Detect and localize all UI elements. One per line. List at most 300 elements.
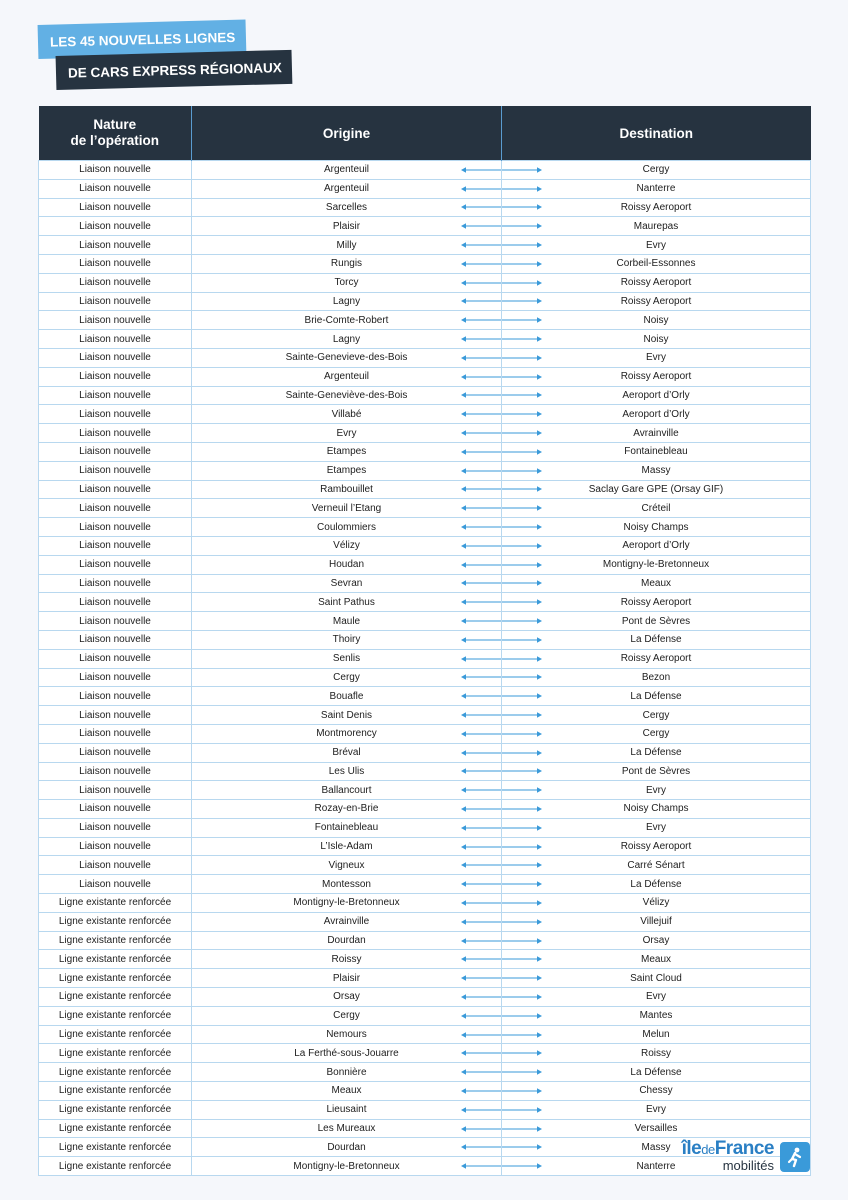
cell-origin [192, 837, 502, 856]
cell-destination-text: Créteil [641, 502, 671, 514]
cell-nature: Liaison nouvelle [39, 348, 192, 367]
table-row [39, 179, 811, 198]
cell-destination [502, 593, 811, 612]
table-row [39, 236, 811, 255]
cell-nature: Ligne existante renforcée [39, 894, 192, 913]
cell-nature: Liaison nouvelle [39, 461, 192, 480]
cell-destination [502, 668, 811, 687]
cell-destination-text: La Défense [630, 634, 682, 646]
cell-destination-text: Versailles [634, 1123, 678, 1135]
cell-nature: Ligne existante renforcée [39, 1100, 192, 1119]
cell-origin-text: Rambouillet [320, 483, 373, 495]
double-headed-arrow-icon [502, 805, 542, 813]
double-headed-arrow-icon [502, 1125, 542, 1133]
double-headed-arrow-icon [502, 1143, 542, 1151]
cell-destination [502, 950, 811, 969]
cell-nature: Ligne existante renforcée [39, 969, 192, 988]
cell-destination-text: La Défense [630, 1066, 682, 1078]
cell-origin [192, 894, 502, 913]
table-row [39, 1082, 811, 1101]
table-row [39, 555, 811, 574]
cell-destination [502, 1063, 811, 1082]
cell-destination [502, 781, 811, 800]
double-headed-arrow-icon [461, 410, 501, 418]
cell-nature: Ligne existante renforcée [39, 1138, 192, 1157]
double-headed-arrow-icon [502, 297, 542, 305]
double-headed-arrow-icon [461, 598, 501, 606]
cell-origin-text: Montigny-le-Bretonneux [293, 1160, 400, 1172]
cell-origin-text: Argenteuil [323, 164, 370, 176]
cell-origin [192, 875, 502, 894]
logo-sub: mobilités [722, 1158, 774, 1173]
double-headed-arrow-icon [502, 373, 542, 381]
cell-origin-text: Cergy [333, 1010, 360, 1022]
table-body [39, 161, 811, 1176]
cell-origin [192, 931, 502, 950]
cell-destination-text: Saclay Gare GPE (Orsay GIF) [588, 483, 724, 495]
cell-origin-text: Etampes [326, 465, 367, 477]
cell-destination [502, 292, 811, 311]
table-row [39, 1100, 811, 1119]
cell-destination-text: Meaux [640, 953, 671, 965]
cell-nature: Liaison nouvelle [39, 800, 192, 819]
cell-origin [192, 724, 502, 743]
cell-nature: Liaison nouvelle [39, 442, 192, 461]
cell-origin-text: Montesson [322, 878, 371, 890]
cell-nature: Liaison nouvelle [39, 405, 192, 424]
cell-origin-text: Bouafle [329, 690, 364, 702]
double-headed-arrow-icon [461, 1012, 501, 1020]
cell-destination [502, 424, 811, 443]
double-headed-arrow-icon [461, 692, 501, 700]
table-row [39, 273, 811, 292]
cell-nature: Ligne existante renforcée [39, 912, 192, 931]
table-row [39, 988, 811, 1007]
double-headed-arrow-icon [461, 542, 501, 550]
double-headed-arrow-icon [461, 636, 501, 644]
cell-origin-text: Saint Denis [320, 709, 373, 721]
cell-origin-text: Orsay [333, 991, 360, 1003]
cell-nature: Liaison nouvelle [39, 630, 192, 649]
cell-origin-text: Etampes [326, 446, 367, 458]
cell-destination [502, 762, 811, 781]
cell-nature: Liaison nouvelle [39, 593, 192, 612]
table-row [39, 536, 811, 555]
cell-nature: Liaison nouvelle [39, 386, 192, 405]
cell-destination [502, 236, 811, 255]
table-row [39, 781, 811, 800]
cell-nature: Liaison nouvelle [39, 273, 192, 292]
table-row [39, 630, 811, 649]
cell-destination [502, 630, 811, 649]
cell-destination [502, 574, 811, 593]
cell-destination-text: Roissy Aeroport [620, 653, 692, 665]
double-headed-arrow-icon [502, 861, 542, 869]
cell-origin [192, 461, 502, 480]
cell-origin-text: Vélizy [333, 540, 360, 552]
cell-nature: Liaison nouvelle [39, 706, 192, 725]
table-row [39, 894, 811, 913]
cell-destination-text: Roissy Aeroport [620, 841, 692, 853]
cell-destination [502, 161, 811, 180]
double-headed-arrow-icon [502, 523, 542, 531]
cell-origin [192, 1100, 502, 1119]
title-line-2-text: DE CARS EXPRESS RÉGIONAUX [67, 59, 282, 81]
cell-destination [502, 348, 811, 367]
cell-destination-text: Montigny-le-Bretonneux [602, 559, 710, 571]
table-row [39, 424, 811, 443]
double-headed-arrow-icon [502, 279, 542, 287]
cell-origin-text: Lagny [332, 333, 361, 345]
table-header-row [39, 106, 811, 161]
double-headed-arrow-icon [502, 824, 542, 832]
cell-destination-text: Noisy [643, 333, 669, 345]
cell-nature: Liaison nouvelle [39, 179, 192, 198]
cell-destination-text: Saint Cloud [630, 972, 682, 984]
cell-origin [192, 818, 502, 837]
double-headed-arrow-icon [461, 617, 501, 625]
double-headed-arrow-icon [502, 937, 542, 945]
cell-origin-text: Avrainville [323, 916, 370, 928]
cell-destination-text: Vélizy [642, 897, 670, 909]
table-row [39, 386, 811, 405]
cell-origin-text: Rungis [330, 258, 363, 270]
cell-origin-text: Nemours [326, 1029, 367, 1041]
table-row [39, 292, 811, 311]
cell-origin-text: Coulommiers [317, 521, 376, 533]
cell-nature: Liaison nouvelle [39, 367, 192, 386]
cell-origin-text: Lagny [332, 295, 361, 307]
double-headed-arrow-icon [502, 598, 542, 606]
double-headed-arrow-icon [502, 711, 542, 719]
double-headed-arrow-icon [461, 241, 501, 249]
double-headed-arrow-icon [502, 918, 542, 926]
double-headed-arrow-icon [461, 373, 501, 381]
double-headed-arrow-icon [502, 166, 542, 174]
double-headed-arrow-icon [461, 391, 501, 399]
cell-destination [502, 894, 811, 913]
cell-destination-text: Evry [646, 784, 666, 796]
table-row [39, 668, 811, 687]
cell-destination [502, 743, 811, 762]
cell-destination [502, 649, 811, 668]
cell-nature: Liaison nouvelle [39, 668, 192, 687]
cell-destination-text: Noisy [643, 314, 669, 326]
double-headed-arrow-icon [502, 185, 542, 193]
cell-destination-text: Roissy Aeroport [620, 596, 692, 608]
title-line-2 [56, 50, 293, 90]
cell-origin-text: Thoiry [332, 634, 361, 646]
table-row [39, 330, 811, 349]
ile-de-france-mobilites-logo [682, 1140, 810, 1173]
cell-destination [502, 179, 811, 198]
cell-nature: Liaison nouvelle [39, 574, 192, 593]
double-headed-arrow-icon [461, 974, 501, 982]
cell-origin-text: Bréval [332, 747, 361, 759]
cell-nature: Liaison nouvelle [39, 687, 192, 706]
cell-origin-text: Lieusaint [326, 1104, 367, 1116]
cell-nature: Ligne existante renforcée [39, 1025, 192, 1044]
cell-nature: Ligne existante renforcée [39, 1082, 192, 1101]
cell-nature: Ligne existante renforcée [39, 1063, 192, 1082]
cell-destination [502, 536, 811, 555]
cell-destination-text: Aeroport d’Orly [622, 540, 690, 552]
cell-destination [502, 612, 811, 631]
cell-origin [192, 856, 502, 875]
table-row [39, 687, 811, 706]
double-headed-arrow-icon [502, 203, 542, 211]
double-headed-arrow-icon [461, 899, 501, 907]
table-row [39, 1025, 811, 1044]
cell-destination-text: Villejuif [640, 916, 672, 928]
double-headed-arrow-icon [461, 354, 501, 362]
double-headed-arrow-icon [461, 1143, 501, 1151]
double-headed-arrow-icon [502, 655, 542, 663]
double-headed-arrow-icon [461, 203, 501, 211]
cell-destination-text: Roissy Aeroport [620, 277, 692, 289]
double-headed-arrow-icon [502, 767, 542, 775]
cell-destination [502, 1044, 811, 1063]
double-headed-arrow-icon [461, 937, 501, 945]
cell-origin [192, 386, 502, 405]
table-row [39, 706, 811, 725]
double-headed-arrow-icon [461, 655, 501, 663]
table-row [39, 1044, 811, 1063]
cell-origin-text: Houdan [328, 559, 365, 571]
cell-origin [192, 668, 502, 687]
cell-nature: Liaison nouvelle [39, 424, 192, 443]
table-row [39, 875, 811, 894]
cell-nature: Liaison nouvelle [39, 781, 192, 800]
double-headed-arrow-icon [461, 880, 501, 888]
cell-origin [192, 499, 502, 518]
table-row [39, 649, 811, 668]
double-headed-arrow-icon [502, 391, 542, 399]
table-row [39, 1119, 811, 1138]
cell-origin-text: Senlis [332, 653, 361, 665]
cell-destination [502, 1082, 811, 1101]
double-headed-arrow-icon [502, 1068, 542, 1076]
cell-destination-text: Avrainville [633, 427, 679, 439]
routes-table [38, 106, 811, 1176]
cell-nature: Liaison nouvelle [39, 743, 192, 762]
double-headed-arrow-icon [502, 542, 542, 550]
double-headed-arrow-icon [461, 279, 501, 287]
double-headed-arrow-icon [502, 335, 542, 343]
cell-destination-text: Melun [642, 1029, 670, 1041]
cell-origin-text: Montigny-le-Bretonneux [293, 897, 400, 909]
cell-destination-text: Roissy Aeroport [620, 371, 692, 383]
header-nature [39, 106, 192, 161]
double-headed-arrow-icon [502, 673, 542, 681]
cell-destination-text: La Défense [630, 690, 682, 702]
cell-nature: Liaison nouvelle [39, 518, 192, 537]
cell-destination-text: Maurepas [633, 220, 679, 232]
table-row [39, 254, 811, 273]
cell-origin [192, 424, 502, 443]
cell-nature: Liaison nouvelle [39, 311, 192, 330]
cell-nature: Liaison nouvelle [39, 612, 192, 631]
cell-destination-text: Evry [646, 352, 666, 364]
cell-nature: Liaison nouvelle [39, 856, 192, 875]
cell-origin-text: Argenteuil [323, 371, 370, 383]
double-headed-arrow-icon [502, 786, 542, 794]
table-row [39, 800, 811, 819]
cell-destination [502, 1025, 811, 1044]
cell-origin [192, 706, 502, 725]
cell-origin-text: Sainte-Geneviève-des-Bois [285, 389, 408, 401]
cell-origin-text: Verneuil l’Etang [311, 502, 382, 514]
double-headed-arrow-icon [461, 429, 501, 437]
cell-destination [502, 1100, 811, 1119]
double-headed-arrow-icon [502, 1031, 542, 1039]
double-headed-arrow-icon [502, 1106, 542, 1114]
double-headed-arrow-icon [461, 316, 501, 324]
cell-destination [502, 217, 811, 236]
cell-destination-text: Meaux [640, 577, 671, 589]
double-headed-arrow-icon [461, 485, 501, 493]
double-headed-arrow-icon [502, 974, 542, 982]
cell-destination-text: La Défense [630, 747, 682, 759]
cell-destination-text: Cergy [642, 728, 670, 740]
cell-origin-text: Sevran [330, 577, 363, 589]
cell-nature: Liaison nouvelle [39, 837, 192, 856]
cell-origin [192, 292, 502, 311]
cell-destination-text: Evry [646, 239, 666, 251]
cell-destination [502, 912, 811, 931]
cell-origin-text: Milly [336, 239, 357, 251]
cell-origin-text: Sarcelles [325, 201, 368, 213]
double-headed-arrow-icon [461, 1087, 501, 1095]
table-row [39, 348, 811, 367]
cell-destination-text: Cergy [642, 709, 670, 721]
logo-text [682, 1140, 774, 1173]
cell-destination-text: Noisy Champs [623, 803, 689, 815]
cell-origin [192, 762, 502, 781]
double-headed-arrow-icon [461, 561, 501, 569]
double-headed-arrow-icon [461, 955, 501, 963]
cell-origin [192, 988, 502, 1007]
table-row [39, 612, 811, 631]
table-row [39, 1006, 811, 1025]
cell-destination [502, 442, 811, 461]
double-headed-arrow-icon [502, 749, 542, 757]
table-row [39, 762, 811, 781]
cell-origin-text: Sainte-Genevieve-des-Bois [285, 352, 408, 364]
cell-origin-text: Fontainebleau [314, 822, 379, 834]
table-row [39, 161, 811, 180]
double-headed-arrow-icon [461, 786, 501, 794]
cell-origin [192, 1082, 502, 1101]
cell-destination-text: Carré Sénart [627, 859, 685, 871]
cell-destination [502, 367, 811, 386]
cell-nature: Liaison nouvelle [39, 818, 192, 837]
cell-destination-text: Bezon [641, 671, 671, 683]
table-row [39, 480, 811, 499]
cell-destination-text: Roissy [640, 1047, 671, 1059]
double-headed-arrow-icon [502, 222, 542, 230]
cell-nature: Liaison nouvelle [39, 236, 192, 255]
double-headed-arrow-icon [461, 843, 501, 851]
double-headed-arrow-icon [502, 993, 542, 1001]
cell-origin [192, 442, 502, 461]
double-headed-arrow-icon [502, 354, 542, 362]
cell-origin-text: Les Mureaux [317, 1123, 376, 1135]
cell-destination-text: Noisy Champs [623, 521, 689, 533]
cell-destination-text: Massy [641, 1141, 671, 1153]
double-headed-arrow-icon [502, 843, 542, 851]
double-headed-arrow-icon [461, 730, 501, 738]
double-headed-arrow-icon [461, 166, 501, 174]
header-nature-line2: de l’opération [70, 133, 159, 148]
cell-destination [502, 875, 811, 894]
double-headed-arrow-icon [461, 993, 501, 1001]
double-headed-arrow-icon [502, 730, 542, 738]
logo-brand [682, 1140, 774, 1159]
header-nature-line1: Nature [93, 117, 137, 132]
cell-destination [502, 499, 811, 518]
cell-origin [192, 330, 502, 349]
table-row [39, 461, 811, 480]
cell-origin [192, 1063, 502, 1082]
cell-origin-text: Brie-Comte-Robert [304, 314, 389, 326]
header-destination: Destination [502, 106, 811, 161]
cell-nature: Liaison nouvelle [39, 875, 192, 894]
double-headed-arrow-icon [502, 429, 542, 437]
cell-origin [192, 217, 502, 236]
cell-origin [192, 950, 502, 969]
cell-destination-text: Nanterre [636, 1160, 676, 1172]
double-headed-arrow-icon [502, 485, 542, 493]
double-headed-arrow-icon [461, 767, 501, 775]
table-row [39, 574, 811, 593]
table-row [39, 818, 811, 837]
cell-destination-text: Pont de Sèvres [621, 765, 691, 777]
cell-origin-text: Cergy [333, 671, 360, 683]
cell-origin [192, 348, 502, 367]
cell-origin-text: Dourdan [327, 1141, 366, 1153]
table-row [39, 950, 811, 969]
cell-origin [192, 179, 502, 198]
cell-origin [192, 800, 502, 819]
cell-destination-text: Evry [646, 1104, 666, 1116]
cell-nature: Ligne existante renforcée [39, 1006, 192, 1025]
cell-origin-text: Les Ulis [328, 765, 365, 777]
cell-destination [502, 988, 811, 1007]
cell-destination [502, 818, 811, 837]
double-headed-arrow-icon [461, 1106, 501, 1114]
cell-nature: Ligne existante renforcée [39, 988, 192, 1007]
table-row [39, 518, 811, 537]
double-headed-arrow-icon [502, 899, 542, 907]
cell-origin [192, 1006, 502, 1025]
table-row [39, 969, 811, 988]
table-row [39, 198, 811, 217]
cell-origin [192, 1119, 502, 1138]
cell-origin-text: Plaisir [332, 220, 361, 232]
double-headed-arrow-icon [502, 579, 542, 587]
cell-destination [502, 687, 811, 706]
header-origin: Origine [192, 106, 502, 161]
double-headed-arrow-icon [461, 1162, 501, 1170]
double-headed-arrow-icon [461, 448, 501, 456]
table-row [39, 217, 811, 236]
logo-brand-france: France [714, 1138, 774, 1159]
cell-destination [502, 386, 811, 405]
cell-origin [192, 480, 502, 499]
double-headed-arrow-icon [461, 467, 501, 475]
cell-nature: Liaison nouvelle [39, 254, 192, 273]
